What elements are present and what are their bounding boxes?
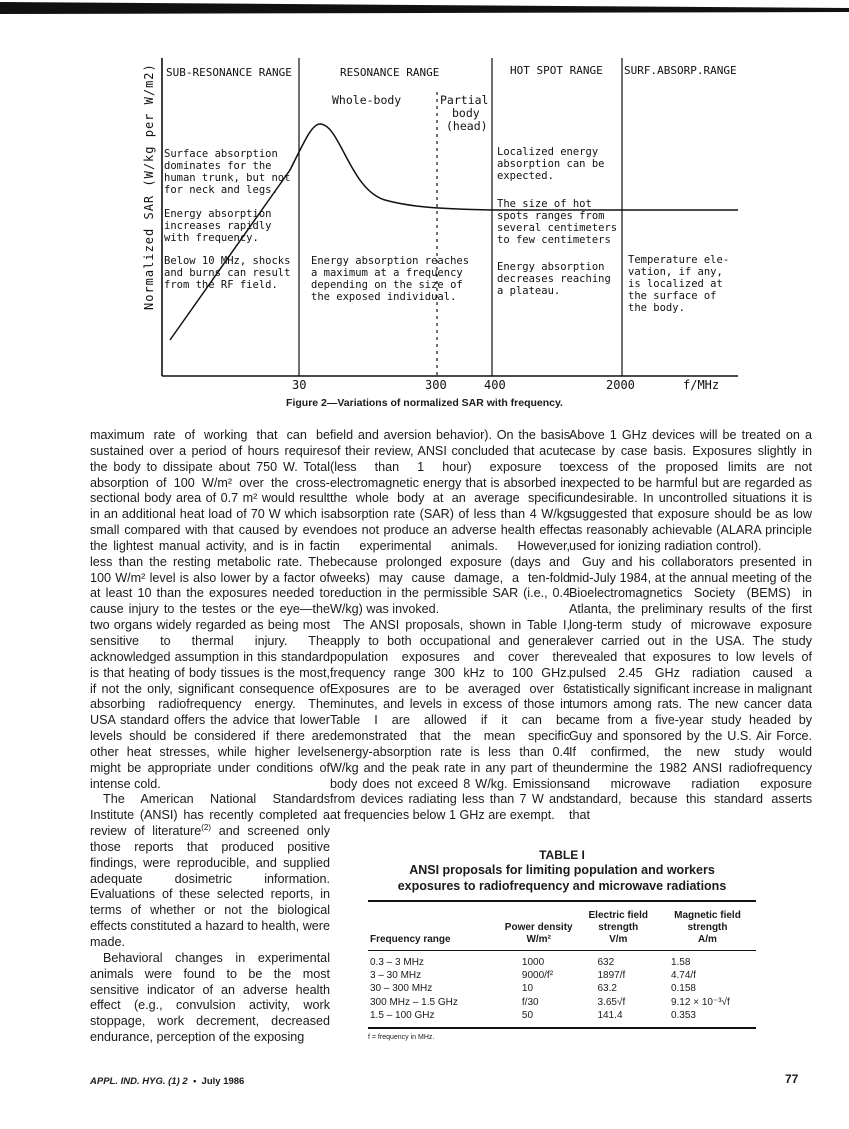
header-sub-resonance: SUB-RESONANCE RANGE xyxy=(166,66,292,79)
col1-paragraph-1: maximum rate of working that can be sustained over a period of hours requires the body to dissipate about 750 W. Total absorption of 100 W/m² over the cross-sectional body area of 0.7 m² would result in an additional heat load of 70 W which is small compared with that caused by even the lightest manual activity, and is in fact less than the resting metabolic rate. The 100 W/m² level is also lower by a factor of at least 10 than the exposures needed to cause injury to the testes or the eye—the two organs widely regarded as being most sensitive to thermal injury. The acknowledged assumption in this standard is that heating of body tissues is the most, if not the only, significant consequence of absorbing radiofrequency energy. The USA standard offers the advice that lower levels should be considered if there are other heat stresses, while higher levels might be appropriate under conditions of intense cold. xyxy=(90,428,330,791)
col1-p2-text-a: The American National Standards Institute (ANSI) has recently completed a review of literature xyxy=(90,792,330,839)
table-row xyxy=(368,982,756,995)
table-row xyxy=(368,1009,756,1028)
col3-paragraph-1: Above 1 GHz devices will be treated on a case by case basis. Exposures slightly in excess of the proposed limits are not expected to be harmful but are regarded as undesirable. In uncontrolled situations it is suggested that exposure should be as low as reasonably achievable (ALARA principle used for ionizing radiation control). xyxy=(569,428,812,553)
cell-power: f/30 xyxy=(521,996,539,1008)
cell-power: 1000 xyxy=(521,957,545,968)
label-partial-3: (head) xyxy=(446,119,488,133)
table-row xyxy=(368,951,756,970)
cell-frequency: 3 – 30 MHz xyxy=(370,970,422,982)
sub-text2-line1: Energy absorption xyxy=(164,208,272,220)
header-electric-field: Electric field strength V/m xyxy=(588,910,648,945)
res-text-line1: Energy absorption reaches xyxy=(311,255,470,267)
journal-name: APPL. IND. HYG. (1) 2 xyxy=(90,1076,188,1087)
cell-magnetic: 0.158 xyxy=(670,983,696,995)
text-column-1 xyxy=(90,428,330,1046)
col3-paragraph-2: Guy and his collaborators presented in mid-July 1984, at the annual meeting of the Bioelectromagnetics Society (BEMS) in Atlanta, the preliminary results of the first long-term study of microwave exposure ever carried out in the USA. The study revealed that exposures to low levels of pulsed 2.45 GHz radiation caused a statistically significant increase in malignant tumors among rats. The new cancer data came from a five-year study headed by Guy and sponsored by the U.S. Air Force. If confirmed, the new study would undermine the 1982 ANSI radiofrequency and microwave radiation exposure standard, because this standard asserts that xyxy=(569,554,812,823)
hot-text1-line2: absorption can be xyxy=(497,158,605,170)
surf-text-line1: Temperature ele- xyxy=(628,254,730,266)
col1-paragraph-2 xyxy=(90,792,330,950)
cell-magnetic: 0.353 xyxy=(670,1009,696,1021)
journal-footer xyxy=(90,1076,244,1087)
surf-text-line2: vation, if any, xyxy=(628,266,723,278)
cell-frequency: 0.3 – 3 MHz xyxy=(370,957,424,968)
hot-text2-line1: The size of hot xyxy=(497,198,592,210)
cell-electric: 1897/f xyxy=(597,970,626,982)
sub-text1-line1: Surface absorption xyxy=(164,148,278,160)
text-column-3 xyxy=(569,428,812,848)
sub-text2-line2: increases rapidly xyxy=(164,220,272,232)
header-resonance: RESONANCE RANGE xyxy=(340,66,440,79)
sub-text1-line3: human trunk, but not xyxy=(164,172,291,184)
table-title-line1: ANSI proposals for limiting population and workers xyxy=(409,863,715,877)
page-number: 77 xyxy=(785,1072,799,1086)
hot-text1-line3: expected. xyxy=(497,170,554,182)
issue-date: July 1986 xyxy=(201,1076,245,1087)
col1-paragraph-3: Behavioral changes in experimental animals were found to be the most sensitive indicator of an adverse health effect (e.g., convulsion activity, work stoppage, work decrement, decreased endurance, perception of the exposing xyxy=(90,950,330,1045)
tick-300: 300 xyxy=(425,378,447,392)
header-magnetic-field: Magnetic field strength A/m xyxy=(674,910,741,945)
text-column-2 xyxy=(330,428,570,824)
figure-2-sar-diagram xyxy=(0,0,849,420)
label-partial-2: body xyxy=(452,106,480,120)
sub-text3-line2: and burns can result xyxy=(164,267,291,279)
hot-text1-line1: Localized energy xyxy=(497,146,599,158)
cell-electric: 141.4 xyxy=(597,1009,623,1021)
cell-magnetic: 4.74/f xyxy=(670,970,696,982)
col1-p2-text-b: and screened only those reports that produced positive findings, were reproducible, and supplied adequate dosimetric information. Evaluations of these selected reports, in terms of whether or not the biological effects constituted a hazard to health, were made. xyxy=(90,824,331,949)
footer-bullet: • xyxy=(192,1076,197,1087)
col2-paragraph-2: The ANSI proposals, shown in Table I, apply to both occupational and general population exposures and cover the frequency range 300 kHz to 100 GHz. Exposures are to be averaged over 6 minutes, and levels in excess of those in Table I are allowed if it can be demonstrated that the mean specific energy-absorption rate is less than 0.4 W/kg and the peak rate in any part of the body does not exceed 8 W/kg. Emissions from devices radiating less than 7 W and at frequencies below 1 GHz are exempt. xyxy=(330,618,570,823)
header-frequency: Frequency range xyxy=(370,934,451,945)
table-header-row xyxy=(368,901,756,951)
sub-text3-line3: from the RF field. xyxy=(164,279,278,291)
reference-marker: (2) xyxy=(201,822,212,832)
hot-text2-line4: to few centimeters xyxy=(497,234,611,246)
surf-text-line3: is localized at xyxy=(628,278,723,290)
cell-electric: 632 xyxy=(597,957,615,968)
table-row xyxy=(368,996,756,1009)
res-text-line4: the exposed individual. xyxy=(311,291,457,303)
cell-power: 10 xyxy=(521,983,534,995)
sub-text3-line1: Below 10 MHz, shocks xyxy=(164,255,291,267)
table-footnote: f = frequency in MHz. xyxy=(368,1034,435,1042)
cell-power: 9000/f² xyxy=(521,970,554,982)
table-1 xyxy=(368,848,756,1041)
table-label: TABLE I xyxy=(539,848,585,862)
cell-frequency: 1.5 – 100 GHz xyxy=(370,1009,435,1021)
figure-caption: Figure 2—Variations of normalized SAR with frequency. xyxy=(286,397,563,409)
label-whole-body: Whole-body xyxy=(332,93,402,107)
cell-frequency: 300 MHz – 1.5 GHz xyxy=(370,996,458,1008)
res-text-line2: a maximum at a frequency xyxy=(311,267,463,279)
tick-30: 30 xyxy=(292,378,307,392)
hot-text3-line3: a plateau. xyxy=(497,285,561,297)
table-title-line2: exposures to radiofrequency and microwave radiations xyxy=(397,879,727,893)
sub-text1-line2: dominates for the xyxy=(164,160,272,172)
x-axis-unit: f/MHz xyxy=(683,378,720,392)
tick-2000: 2000 xyxy=(606,378,635,392)
res-text-line3: depending on the size of xyxy=(311,279,463,291)
hot-text2-line3: several centimeters xyxy=(497,222,618,234)
label-partial-1: Partial xyxy=(440,93,489,107)
cell-power: 50 xyxy=(521,1009,534,1021)
hot-text3-line1: Energy absorption xyxy=(497,261,605,273)
header-surface-absorption: SURF.ABSORP.RANGE xyxy=(624,64,737,77)
surf-text-line4: the surface of xyxy=(628,290,717,302)
table-row xyxy=(368,969,756,982)
tick-400: 400 xyxy=(484,378,506,392)
header-hot-spot: HOT SPOT RANGE xyxy=(510,64,603,77)
cell-frequency: 30 – 300 MHz xyxy=(370,983,433,995)
cell-electric: 63.2 xyxy=(597,983,617,995)
y-axis-label: Normalized SAR (W/kg per W/m2) xyxy=(142,63,156,310)
sub-text2-line3: with frequency. xyxy=(164,232,259,244)
surf-text-line5: the body. xyxy=(628,302,685,314)
col2-paragraph-1: field and aversion behavior). On the basis of their review, ANSI concluded that acute (less than 1 hour) exposure to electromagnetic energy that is absorbed in the whole body at an average specific absorption rate (SAR) of less than 4 W/kg does not produce an adverse health effect in experimental animals. However, because prolonged exposure (days and weeks) may cause damage, a ten-fold reduction in the permissible SAR (i.e., 0.4 W/kg) was invoked. xyxy=(330,428,570,617)
cell-magnetic: 1.58 xyxy=(670,957,691,968)
hot-text2-line2: spots ranges from xyxy=(497,210,605,222)
hot-text3-line2: decreases reaching xyxy=(497,273,611,285)
sub-text1-line4: for neck and legs. xyxy=(164,184,278,196)
ansi-table xyxy=(368,900,756,1029)
cell-electric: 3.65√f xyxy=(597,996,626,1008)
cell-magnetic: 9.12 × 10⁻³√f xyxy=(670,996,730,1008)
header-power-density: Power density W/m² xyxy=(504,922,573,945)
